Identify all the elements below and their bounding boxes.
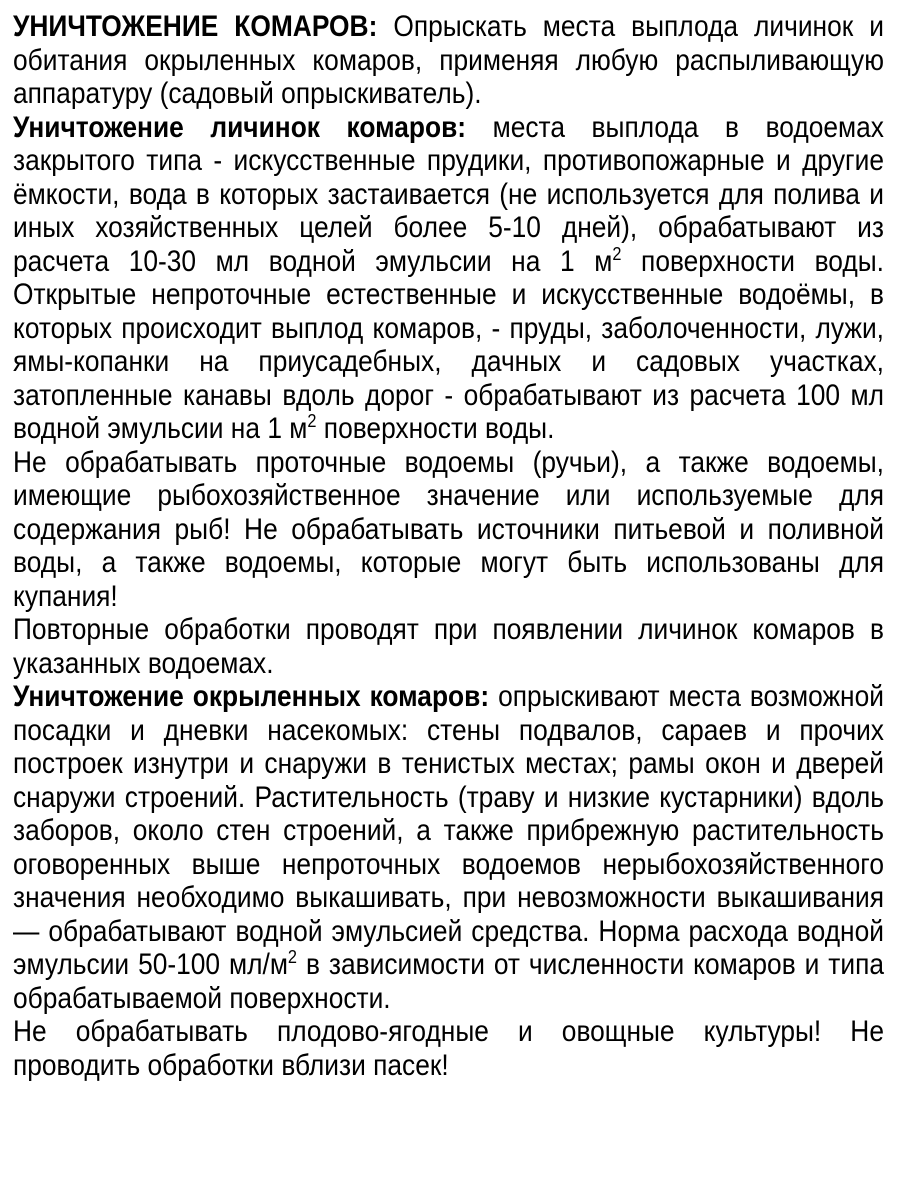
paragraph-text: поверхности воды. Открытые непроточные естественные и искусственные водоёмы, в которых происходит выплод комаров, - пруды, заболоченности, лужи, ямы-копанки на приусадебных, дачных и садовых участках, затопленные канавы вдоль дорог - обрабатывают из расчета 100 мл водной эмульсии на 1 м <box>13 244 884 445</box>
paragraph-text: Опрыскать места выплода личинок и обитания окрыленных комаров, применяя любую распыливающую аппаратуру (садовый опрыскиватель). <box>13 10 884 110</box>
paragraph-text: опрыскивают места возможной посадки и дневки насекомых: стены подвалов, сараев и прочих построек изнутри и снаружи в тенистых местах; рамы окон и дверей снаружи строений. Растительность (траву и низкие кустарники) вдоль заборов, около стен строений, а также прибрежную растительность оговоренных выше непроточных водоемов нерыбохозяйственного значения необходимо выкашивать, при невозможности выкашивания — обрабатывают водной эмульсией средства. Норма расхода водной эмульсии 50-100 мл/м <box>13 680 884 981</box>
paragraph-crops-warning <box>13 1015 884 1082</box>
paragraph-repeat-treatment <box>13 613 884 680</box>
paragraph-mosquito-extermination-intro <box>13 10 884 111</box>
paragraph-larvae-extermination <box>13 111 884 446</box>
superscript-square-meter: 2 <box>287 946 298 967</box>
heading-mosquito-extermination: УНИЧТОЖЕНИЕ КОМАРОВ: <box>13 10 378 43</box>
superscript-square-meter: 2 <box>307 410 317 431</box>
paragraph-text: Не обрабатывать плодово-ягодные и овощные культуры! Не проводить обработки вблизи пасек! <box>13 1015 884 1082</box>
instructions-text-block <box>13 10 884 1082</box>
paragraph-text: места выплода в водоемах закрытого типа - искусственные прудики, противопожарные и другие ёмкости, вода в которых застаивается (не используется для полива и иных хозяйственных целей более 5-10 дней), обрабатывают из расчета 10-30 мл водной эмульсии на 1 м <box>13 110 884 278</box>
paragraph-text: Не обрабатывать проточные водоемы (ручьи), а также водоемы, имеющие рыбохозяйственное значение или используемые для содержания рыб! Не обрабатывать источники питьевой и поливной воды, а также водоемы, которые могут быть использованы для купания! <box>13 445 884 613</box>
paragraph-water-body-warning <box>13 446 884 614</box>
heading-larvae-extermination: Уничтожение личинок комаров: <box>13 110 467 144</box>
paragraph-text: поверхности воды. <box>316 412 555 445</box>
superscript-square-meter: 2 <box>612 242 622 264</box>
paragraph-text: Повторные обработки проводят при появлении личинок комаров в указанных водоемах. <box>13 613 884 680</box>
paragraph-text: в зависимости от численности комаров и типа обрабатываемой поверхности. <box>13 948 884 1015</box>
paragraph-adult-mosquito-extermination <box>13 680 884 1015</box>
heading-adult-mosquito-extermination: Уничтожение окрыленных комаров: <box>13 680 490 713</box>
